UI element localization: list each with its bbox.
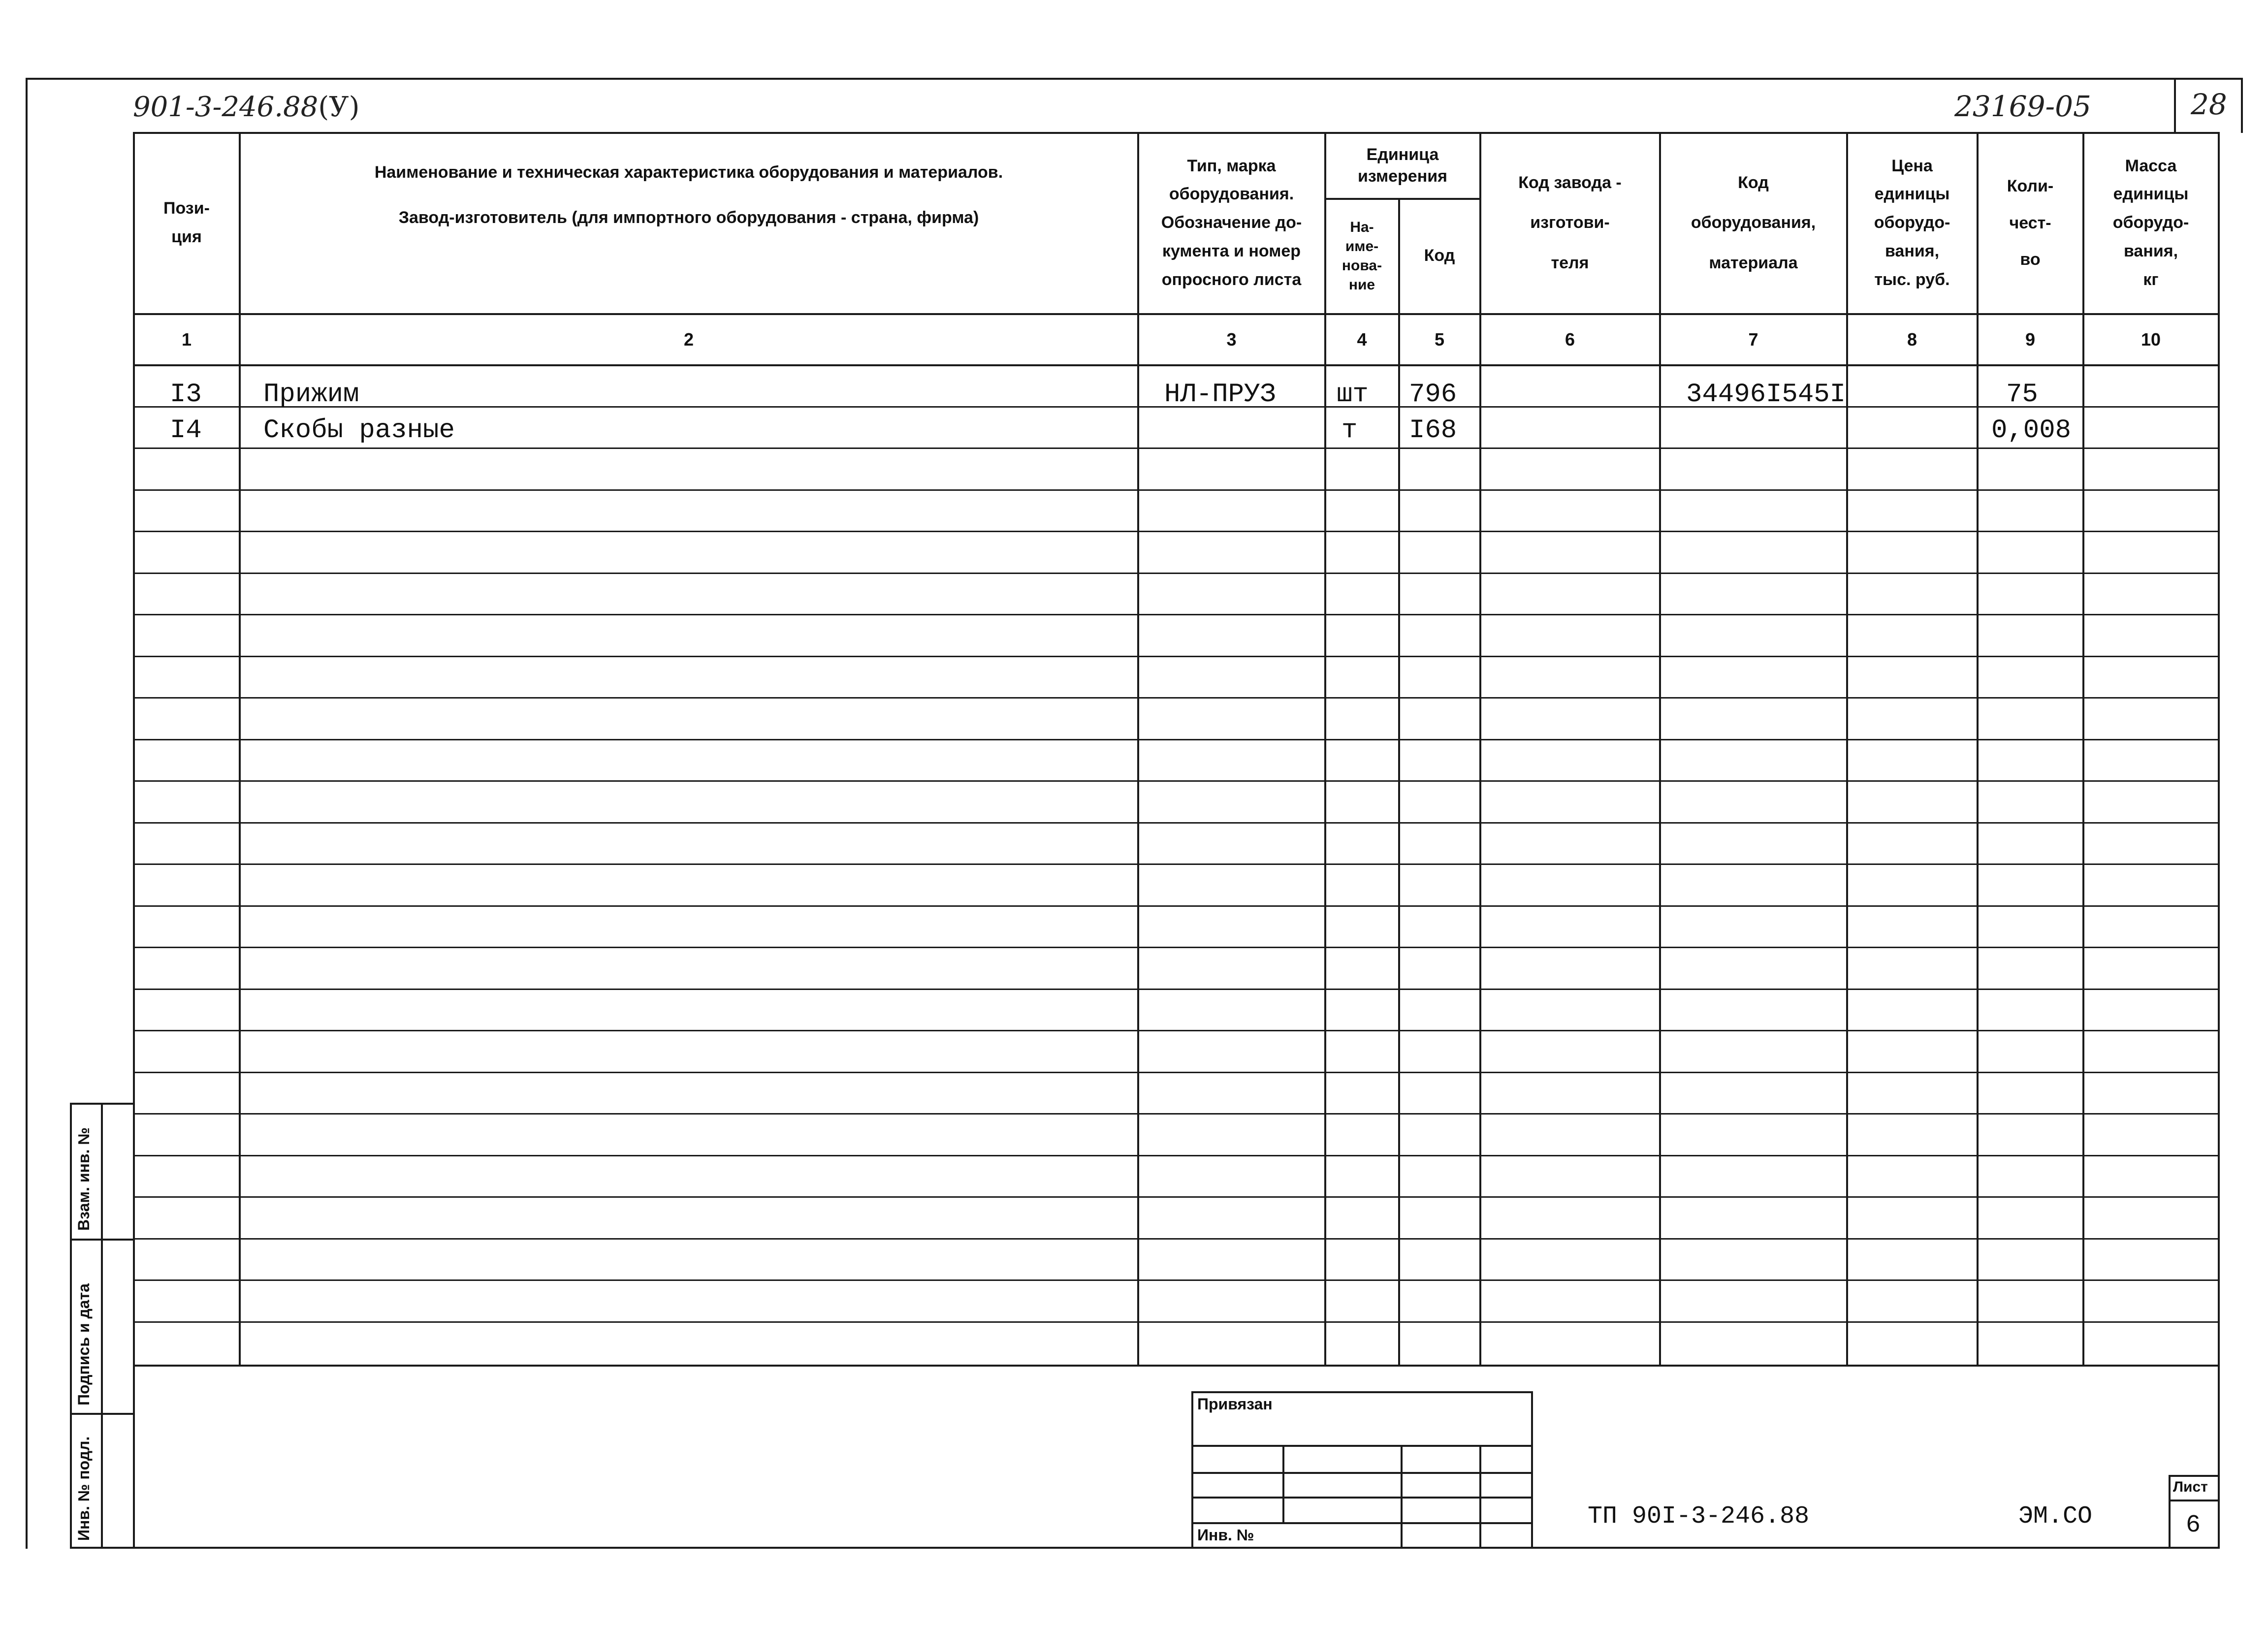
document-mark: ЭМ.СО <box>2018 1502 2093 1531</box>
row-unit-code: 796 <box>1409 380 1457 410</box>
row-rule <box>133 739 2218 740</box>
header-material-code: Код оборудования, материала <box>1691 173 1816 272</box>
colnum-10: 10 <box>2140 329 2161 350</box>
sheet-number: 6 <box>2186 1511 2201 1539</box>
bound-label: Привязан <box>1197 1395 1273 1413</box>
header-unit-name: На- име- нова- ние <box>1342 219 1382 293</box>
row-rule <box>133 780 2218 782</box>
row-unit-code: I68 <box>1409 415 1457 446</box>
row-rule <box>133 1279 2218 1281</box>
header-unit-code: Код <box>1424 246 1455 265</box>
replace-inventory-label: Взам. инв. № <box>75 1127 93 1231</box>
row-name: Прижим <box>263 380 359 410</box>
row-rule <box>133 1113 2218 1115</box>
document-code-main: 901-3-246.88 <box>133 91 319 123</box>
row-material-code: 34496I545I <box>1686 380 1846 410</box>
row-rule <box>133 1155 2218 1156</box>
document-code-suffix: (У) <box>318 91 360 123</box>
original-inventory-label: Инв. № подл. <box>75 1436 93 1541</box>
row-rule <box>133 1238 2218 1240</box>
row-rule <box>133 489 2218 491</box>
header-factory-code: Код завода - изготови- теля <box>1518 173 1622 272</box>
row-rule <box>133 573 2218 574</box>
colnum-2: 2 <box>683 329 694 350</box>
header-name: Наименование и техническая характеристика оборудования и материалов. Завод-изготовитель (для импортного оборудования - страна, фирма) <box>374 163 1003 227</box>
row-quantity: 0,008 <box>1991 415 2072 446</box>
header-quantity: Коли- чест- во <box>2007 176 2054 269</box>
row-position: I3 <box>170 380 202 410</box>
header-position: Пози- ция <box>163 199 210 246</box>
colnum-4: 4 <box>1357 329 1367 350</box>
colnum-1: 1 <box>181 329 192 350</box>
header-price: Цена единицы оборудо- вания, тыс. руб. <box>1874 156 1950 289</box>
header-mass: Масса единицы оборудо- вания, кг <box>2112 156 2189 289</box>
colnum-9: 9 <box>2025 329 2036 350</box>
row-rule <box>133 697 2218 699</box>
inventory-number-label: Инв. № <box>1197 1526 1254 1544</box>
row-name: Скобы разные <box>263 415 455 446</box>
page-number: 28 <box>2191 88 2227 121</box>
row-rule <box>133 1196 2218 1198</box>
header-type: Тип, марка оборудования. Обозначение до- кумента и номер опросного листа <box>1161 156 1302 289</box>
colnum-3: 3 <box>1226 329 1237 350</box>
archive-number: 23169-05 <box>1954 90 2091 123</box>
colnum-5: 5 <box>1434 329 1445 350</box>
row-quantity: 75 <box>2006 380 2038 410</box>
sheet-label: Лист <box>2173 1479 2208 1495</box>
row-rule <box>133 614 2218 615</box>
row-rule <box>133 822 2218 824</box>
row-rule <box>133 989 2218 990</box>
row-position: I4 <box>170 415 202 446</box>
row-rule <box>133 863 2218 865</box>
colnum-6: 6 <box>1565 329 1575 350</box>
document-code <box>133 91 359 123</box>
colnum-8: 8 <box>1907 329 1917 350</box>
row-rule <box>133 447 2218 449</box>
header-unit-group: Единица измерения <box>1358 145 1447 186</box>
row-rule <box>133 656 2218 657</box>
signature-date-label: Подпись и дата <box>75 1283 93 1405</box>
row-rule <box>133 1072 2218 1073</box>
colnum-7: 7 <box>1748 329 1758 350</box>
row-unit: шт <box>1337 380 1369 410</box>
row-rule <box>133 1030 2218 1031</box>
row-unit: т <box>1342 415 1358 446</box>
row-rule <box>133 531 2218 532</box>
row-rule <box>133 1321 2218 1323</box>
project-designation: ТП 90I-3-246.88 <box>1588 1502 1810 1531</box>
row-type: НЛ-ПРУЗ <box>1164 380 1276 410</box>
row-rule <box>133 947 2218 948</box>
row-rule <box>133 905 2218 907</box>
